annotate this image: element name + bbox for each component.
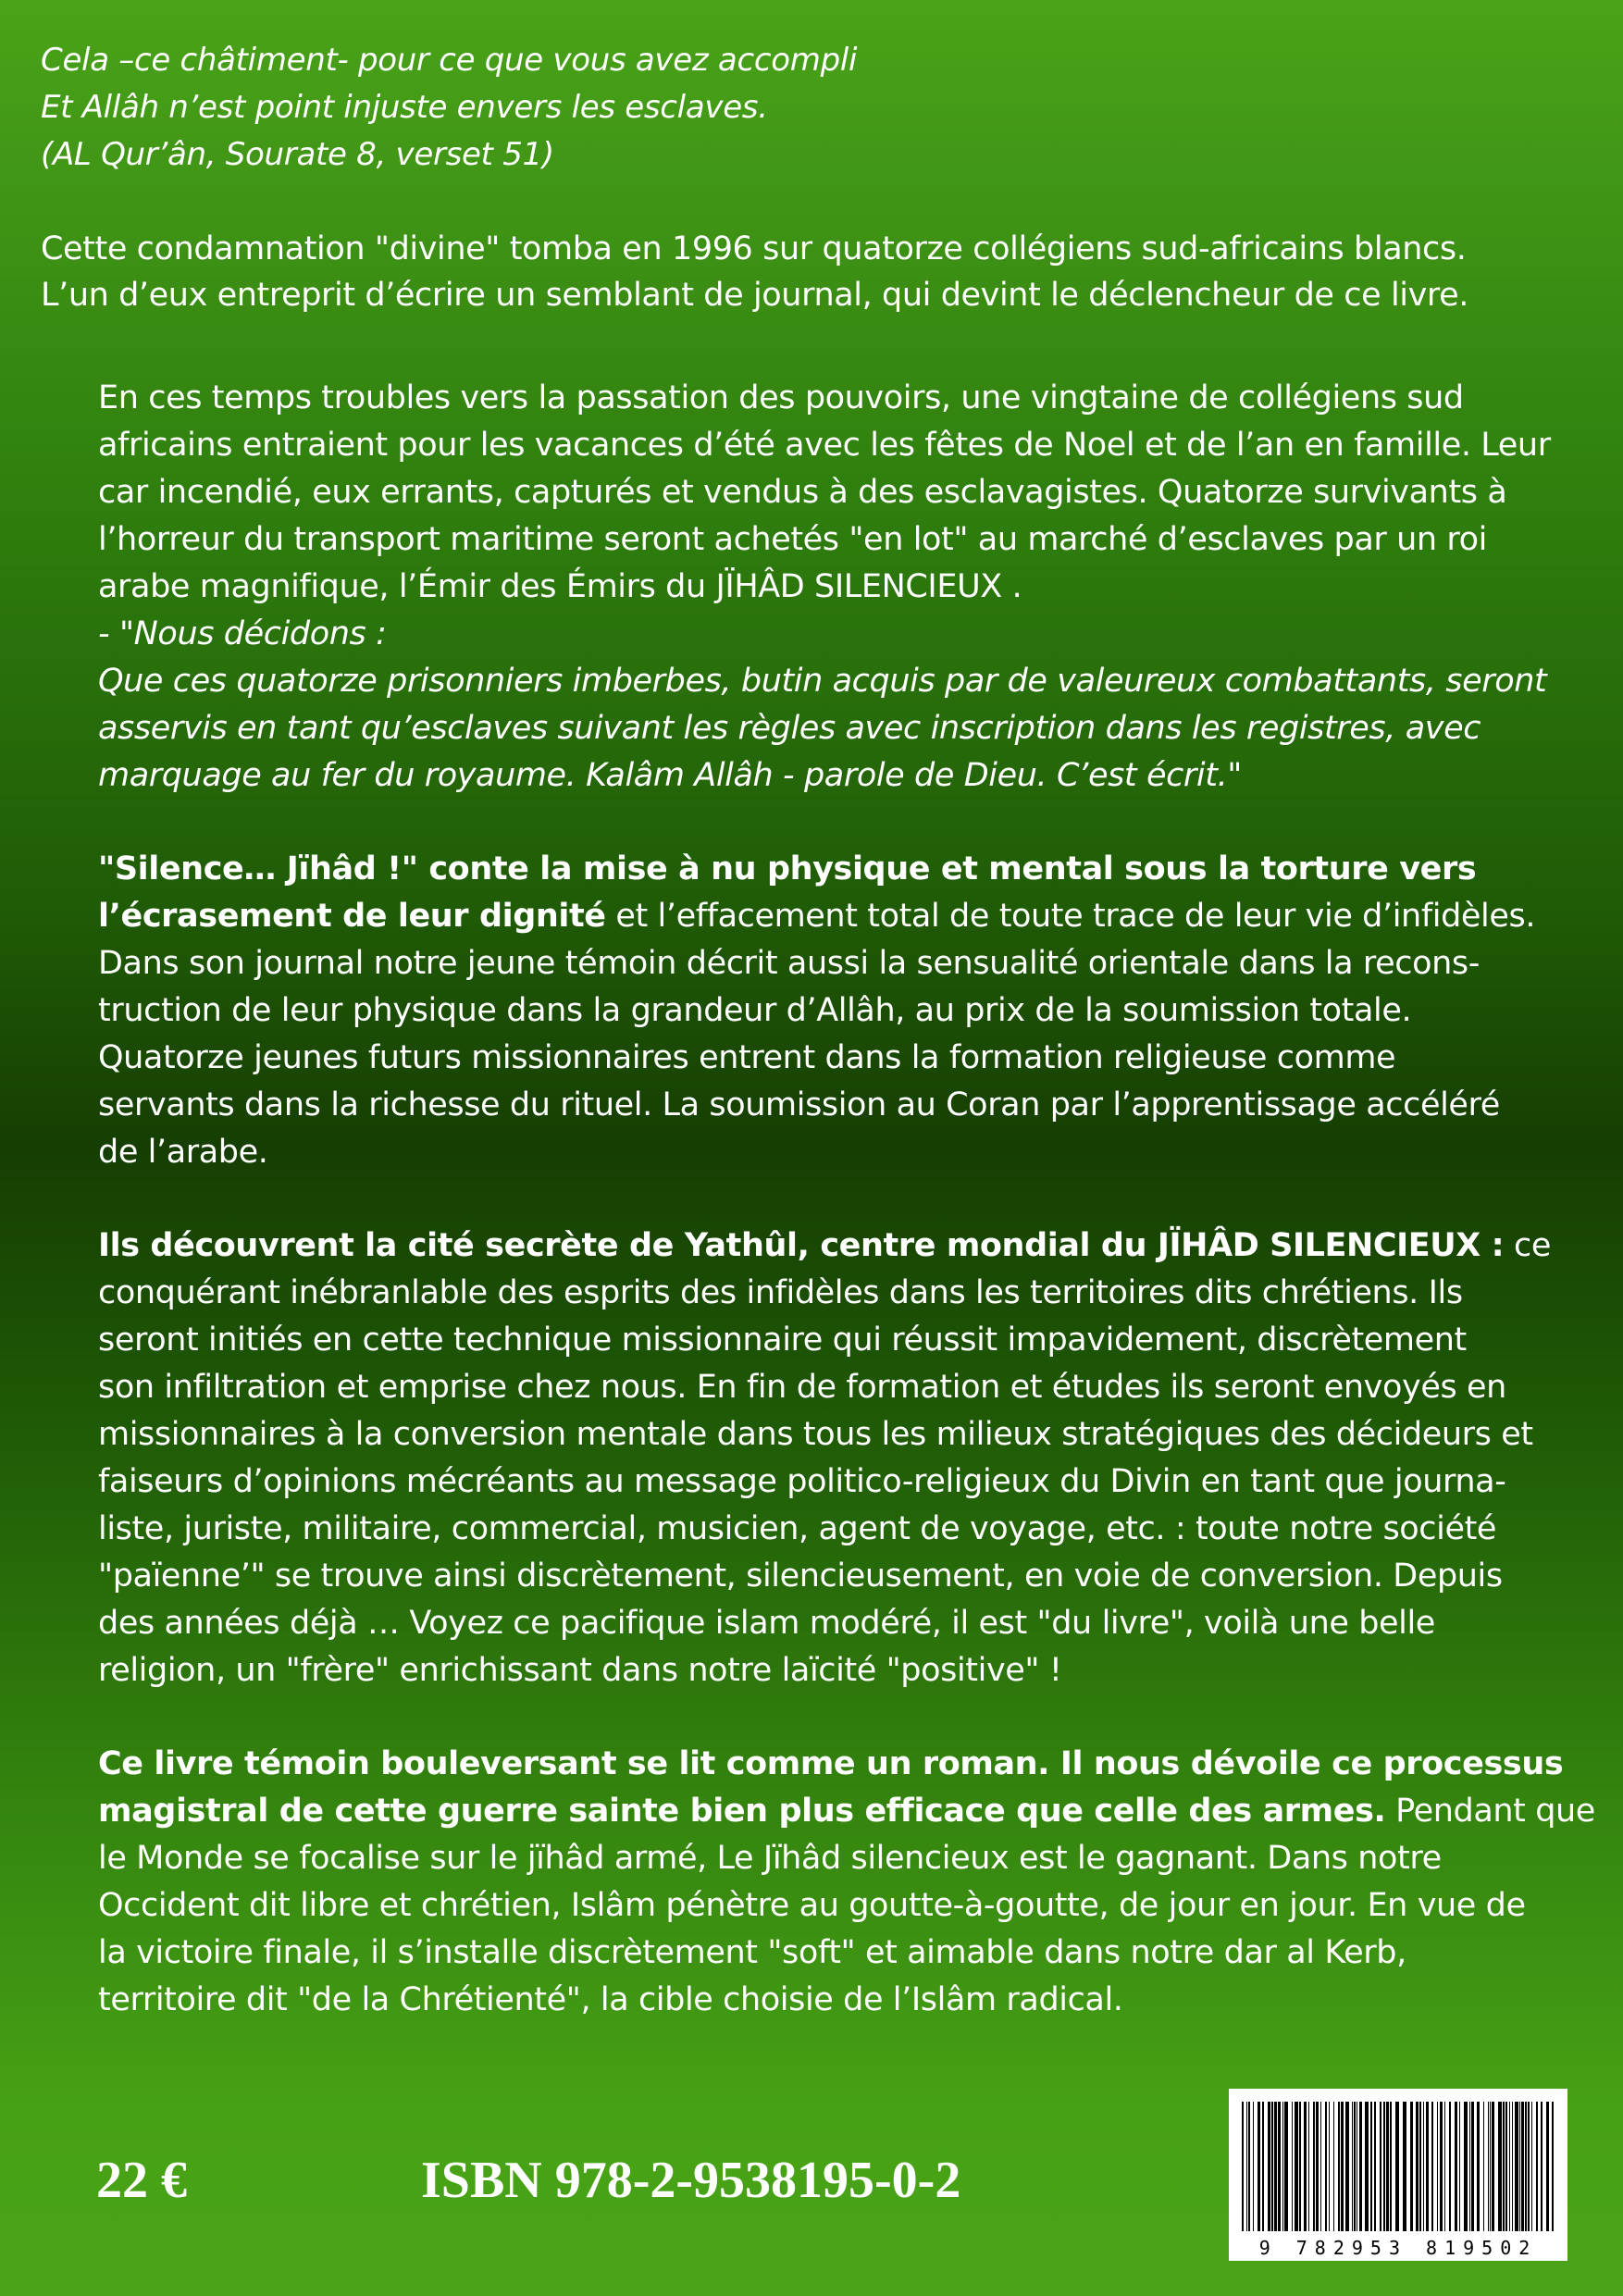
barcode-bar — [1390, 2102, 1392, 2231]
paragraph-synopsis — [98, 375, 1579, 800]
barcode-bar — [1521, 2102, 1524, 2231]
barcode-bar — [1292, 2102, 1293, 2231]
text-line: africains entraient pour les vacances d’été avec les fêtes de Noel et de l’an en famille. Leur — [98, 427, 1551, 464]
barcode-bar — [1528, 2102, 1530, 2231]
barcode-bar — [1525, 2102, 1527, 2231]
bold-line: Ce livre témoin bouleversant se lit comme un roman. Il nous dévoile ce processus — [98, 1745, 1564, 1782]
barcode-bar — [1519, 2102, 1520, 2231]
epigraph-line: Et Allâh n’est point injuste envers les esclaves. — [41, 89, 768, 126]
text-line: truction de leur physique dans la grandeur d’Allâh, au prix de la soumission totale. — [98, 992, 1412, 1029]
text-line: liste, juriste, militaire, commercial, musicien, agent de voyage, etc. : toute notre société — [98, 1510, 1497, 1547]
intro-paragraph — [41, 226, 1595, 318]
barcode-bar — [1426, 2102, 1429, 2231]
barcode-bar — [1552, 2102, 1554, 2231]
text-line: des années déjà … Voyez ce pacifique islam modéré, il est "du livre", voilà une belle — [98, 1605, 1435, 1642]
barcode-bar — [1488, 2102, 1489, 2231]
barcode — [1229, 2089, 1567, 2261]
barcode-bar — [1509, 2102, 1510, 2231]
barcode-bar — [1469, 2102, 1470, 2231]
text-line: son infiltration et emprise chez nous. En fin de formation et études ils seront envoyés en — [98, 1369, 1506, 1406]
barcode-bar — [1359, 2102, 1362, 2231]
barcode-bar — [1320, 2102, 1321, 2231]
text-line — [98, 893, 1579, 940]
epigraph — [41, 37, 1577, 179]
barcode-bar — [1455, 2102, 1457, 2231]
barcode-bar — [1437, 2102, 1438, 2231]
barcode-bar — [1449, 2102, 1451, 2231]
barcode-bar — [1284, 2102, 1288, 2231]
text-line: "païenne’" se trouve ainsi discrètement, silencieusement, en voie de conversion. Depuis — [98, 1558, 1503, 1595]
blurb-body — [98, 375, 1595, 2070]
barcode-bar — [1395, 2102, 1399, 2231]
bold-phrase: Ils découvrent la cité secrète de Yathûl, centre mondial du JÏHÂD SILENCIEUX : — [98, 1227, 1505, 1264]
barcode-bar — [1444, 2102, 1445, 2231]
barcode-bar — [1370, 2102, 1372, 2231]
barcode-bar — [1242, 2102, 1244, 2231]
text-line: Dans son journal notre jeune témoin décrit aussi la sensualité orientale dans la recons- — [98, 945, 1480, 982]
barcode-bar — [1383, 2102, 1385, 2231]
barcode-bar — [1333, 2102, 1334, 2231]
text-line: la victoire finale, il s’installe discrètement "soft" et aimable dans notre dar al Kerb, — [98, 1934, 1406, 1971]
barcode-bar — [1477, 2102, 1480, 2231]
text-line: missionnaires à la conversion mentale dans tous les milieux stratégiques des décideurs et — [98, 1416, 1533, 1453]
text-line — [98, 1788, 1595, 1835]
text-line: Quatorze jeunes futurs missionnaires entrent dans la formation religieuse comme — [98, 1039, 1396, 1076]
barcode-bar — [1505, 2102, 1507, 2231]
epigraph-reference: (AL Qur’ân, Sourate 8, verset 51) — [41, 136, 554, 173]
intro-line: L’un d’eux entreprit d’écrire un semblant de journal, qui devint le déclencheur de ce livre. — [41, 277, 1469, 314]
barcode-bar — [1365, 2102, 1369, 2231]
isbn-label: ISBN 978-2-9538195-0-2 — [421, 2152, 961, 2209]
decree-line: marquage au fer du royaume. Kalâm Allâh - parole de Dieu. C’est écrit." — [98, 757, 1242, 794]
barcode-bar — [1431, 2102, 1433, 2231]
text-fragment: ce — [1504, 1227, 1551, 1264]
barcode-bar — [1278, 2102, 1281, 2231]
paragraph-conclusion — [98, 1741, 1595, 2024]
barcode-bar — [1338, 2102, 1340, 2231]
barcode-bar — [1282, 2102, 1283, 2231]
barcode-bar — [1410, 2102, 1413, 2231]
bold-line: "Silence… Jïhâd !" conte la mise à nu physique et mental sous la torture vers — [98, 850, 1477, 887]
barcode-bar — [1546, 2102, 1549, 2231]
barcode-digits: 9 782953 819502 — [1258, 2237, 1538, 2259]
barcode-bar — [1515, 2102, 1518, 2231]
text-line: religion, un "frère" enrichissant dans notre laïcité "positive" ! — [98, 1652, 1062, 1689]
barcode-bar — [1274, 2102, 1277, 2231]
decree-line: - "Nous décidons : — [98, 615, 387, 652]
barcode-bar — [1471, 2102, 1474, 2231]
bold-phrase: l’écrasement de leur dignité — [98, 898, 606, 935]
text-line: de l’arabe. — [98, 1134, 268, 1171]
barcode-bar — [1419, 2102, 1421, 2231]
barcode-bar — [1536, 2102, 1538, 2231]
barcode-bar — [1459, 2102, 1460, 2231]
barcode-bar — [1498, 2102, 1502, 2231]
text-fragment: Pendant que — [1385, 1793, 1595, 1830]
barcode-bar — [1258, 2102, 1260, 2231]
barcode-bar — [1262, 2102, 1264, 2231]
barcode-bar — [1299, 2102, 1301, 2231]
text-line: le Monde se focalise sur le jïhâd armé, Le Jïhâd silencieux est le gagnant. Dans notre — [98, 1840, 1442, 1877]
barcode-bar — [1380, 2102, 1381, 2231]
text-fragment: et l’effacement total de toute trace de leur vie d’infidèles. — [605, 898, 1536, 935]
decree-line: Que ces quatorze prisonniers imberbes, butin acquis par de valeureux combattants, seront — [98, 663, 1547, 700]
barcode-bar — [1271, 2102, 1273, 2231]
barcode-bar — [1423, 2102, 1424, 2231]
barcode-bar — [1246, 2102, 1247, 2231]
barcode-bar — [1253, 2102, 1254, 2231]
barcode-bar — [1386, 2102, 1389, 2231]
barcode-bar — [1490, 2102, 1491, 2231]
text-line: servants dans la richesse du rituel. La soumission au Coran par l’apprentissage accéléré — [98, 1086, 1500, 1123]
paragraph-journal — [98, 846, 1579, 1176]
barcode-bar — [1325, 2102, 1327, 2231]
text-line: conquérant inébranlable des esprits des infidèles dans les territoires dits chrétiens. Ils — [98, 1274, 1463, 1311]
barcode-bar — [1313, 2102, 1315, 2231]
bold-phrase: magistral de cette guerre sainte bien plus efficace que celle des armes. — [98, 1793, 1386, 1830]
text-line: territoire dit "de la Chrétienté", la cible choisie de l’Islâm radical. — [98, 1981, 1123, 2018]
barcode-bar — [1512, 2102, 1513, 2231]
barcode-bar — [1354, 2102, 1356, 2231]
barcode-bar — [1308, 2102, 1309, 2231]
text-line: seront initiés en cette technique missionnaire qui réussit impavidement, discrètement — [98, 1322, 1467, 1359]
text-line: En ces temps troubles vers la passation des pouvoirs, une vingtaine de collégiens sud — [98, 379, 1464, 416]
barcode-bar — [1503, 2102, 1505, 2231]
barcode-bar — [1403, 2102, 1406, 2231]
text-line: arabe magnifique, l’Émir des Émirs du JÏHÂD SILENCIEUX . — [98, 568, 1022, 605]
barcode-bar — [1345, 2102, 1349, 2231]
price-label: 22 € — [96, 2152, 187, 2209]
barcode-bar — [1316, 2102, 1319, 2231]
barcode-bars — [1229, 2089, 1567, 2261]
barcode-bar — [1531, 2102, 1532, 2231]
paragraph-yathul — [98, 1222, 1579, 1694]
text-line: faiseurs d’opinions mécréants au message politico-religieux du Divin en tant que journa- — [98, 1463, 1506, 1500]
barcode-bar — [1341, 2102, 1344, 2231]
text-line: car incendié, eux errants, capturés et vendus à des esclavagistes. Quatorze survivants à — [98, 474, 1507, 511]
epigraph-line: Cela –ce châtiment- pour ce que vous avez accompli — [41, 42, 858, 79]
text-line: l’horreur du transport maritime seront achetés "en lot" au marché d’esclaves par un roi — [98, 521, 1487, 558]
intro-line: Cette condamnation "divine" tomba en 1996 sur quatorze collégiens sud-africains blancs. — [41, 230, 1467, 267]
text-line — [98, 1222, 1579, 1270]
barcode-bar — [1352, 2102, 1353, 2231]
text-line: Occident dit libre et chrétien, Islâm pénètre au goutte-à-goutte, de jour en jour. En vue de — [98, 1887, 1526, 1924]
decree-line: asservis en tant qu’esclaves suivant les règles avec inscription dans les registres, avec — [98, 710, 1481, 747]
barcode-bar — [1440, 2102, 1443, 2231]
barcode-bar — [1492, 2102, 1494, 2231]
barcode-bar — [1268, 2102, 1270, 2231]
barcode-bar — [1329, 2102, 1330, 2231]
barcode-bar — [1295, 2102, 1298, 2231]
barcode-bar — [1464, 2102, 1468, 2231]
barcode-bar — [1248, 2102, 1250, 2231]
barcode-bar — [1374, 2102, 1376, 2231]
barcode-bar — [1304, 2102, 1307, 2231]
barcode-bar — [1416, 2102, 1419, 2231]
barcode-bar — [1483, 2102, 1484, 2231]
barcode-bar — [1541, 2102, 1542, 2231]
